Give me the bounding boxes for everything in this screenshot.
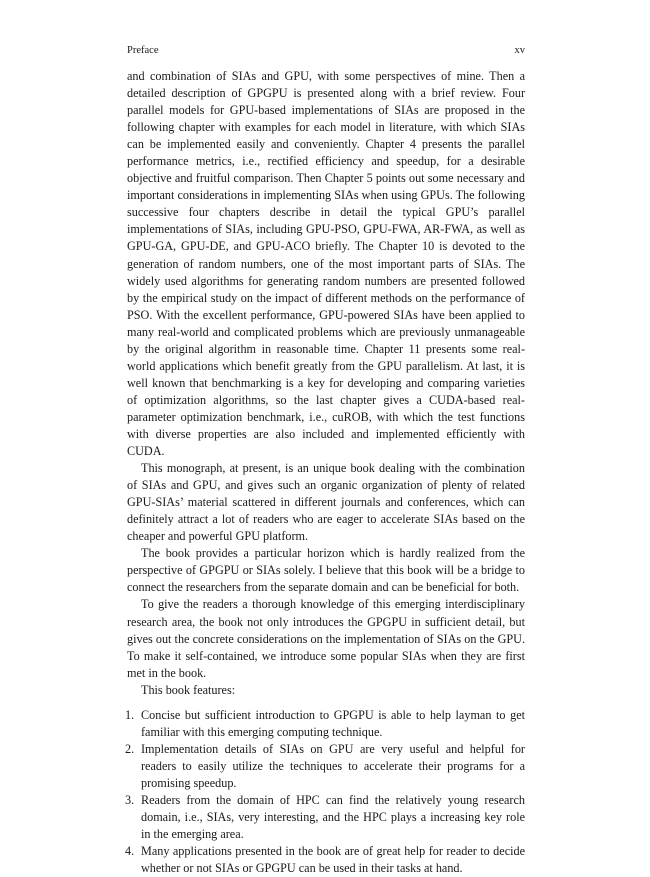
paragraph: and combination of SIAs and GPU, with some perspectives of mine. Then a detailed description of GPGPU is presented along with a brief review. Four parallel models for GPU-based implementations of SIAs are proposed in the following chapter with examples for each model in literature, with which SIAs can be implemented easily and conveniently. Chapter 4 presents the parallel performance metrics, i.e., rectified efficiency and speedup, for a desirable objective and fruitful comparison. Then Chapter 5 points out some necessary and important considerations in implementing SIAs when using GPUs. The following successive four chapters describe in detail the typical GPU’s parallel implementations of SIAs, including GPU-PSO, GPU-FWA, AR-FWA, as well as GPU-GA, GPU-DE, and GPU-ACO briefly. The Chapter 10 is devoted to the generation of random numbers, one of the most important parts of SIAs. The widely used algorithms for generating random numbers are presented followed by the empirical study on the impact of different methods on the performance of PSO. With the excellent performance, GPU-powered SIAs have been applied to many real-world and complicated problems which are previously unmanageable by the original algorithm in reasonable time. Chapter 11 presents some real-world applications which benefit greatly from the GPU parallelism. At last, it is well known that benchmarking is a key for developing and comparing varieties of optimization algorithms, so the last chapter gives a CUDA-based real-parameter optimization benchmark, i.e., cuROB, with which the test functions with diverse properties are also included and implemented efficiently with CUDA. [127,69,525,459]
paragraph: The book provides a particular horizon which is hardly realized from the perspective of GPGPU or SIAs solely. I believe that this book will be a bridge to connect the researchers from the separate domain and can be beneficial for both. [127,546,525,595]
list-item-number: 3. [125,792,135,807]
body-text [127,68,525,877]
list-item-text: Implementation details of SIAs on GPU are very useful and helpful for readers to easily utilize the techniques to accelerate their programs for a promising speedup. [141,741,525,790]
list-item-number: 4. [125,844,135,859]
paragraph: This monograph, at present, is an unique book dealing with the combination of SIAs and GPU, and gives such an organic organization of plenty of related GPU-SIAs’ material scattered in different journals and conferences, which can definitely attract a lot of readers who are eager to accelerate SIAs based on the cheaper and powerful GPU platform. [127,461,525,544]
page-number: xv [514,45,525,56]
paragraph: To give the readers a thorough knowledge of this emerging interdisciplinary research area, the book not only introduces the GPGPU in sufficient detail, but gives out the concrete considerations on the implementation of SIAs on the GPU. To make it self-contained, we introduce some popular SIAs when they are first met in the book. [127,597,525,680]
section-title: Preface [127,45,159,56]
list-item [127,741,525,792]
paragraph: This book features: [141,682,236,697]
list-item-number: 2. [125,741,135,756]
list-item [127,843,525,877]
list-item-number: 1. [125,707,135,722]
running-head [127,44,525,58]
list-item [127,707,525,741]
list-item-text: Many applications presented in the book are of great help for reader to decide whether or not SIAs or GPGPU can be used in their tasks at hand. [141,844,525,876]
list-item-text: Concise but sufficient introduction to GPGPU is able to help layman to get familiar with this emerging computing technique. [141,707,525,739]
document-page [127,44,525,877]
features-list [127,707,525,877]
list-item-text: Readers from the domain of HPC can find the relatively young research domain, i.e., SIAs, very interesting, and the HPC plays a increasing key role in the emerging area. [141,792,525,842]
